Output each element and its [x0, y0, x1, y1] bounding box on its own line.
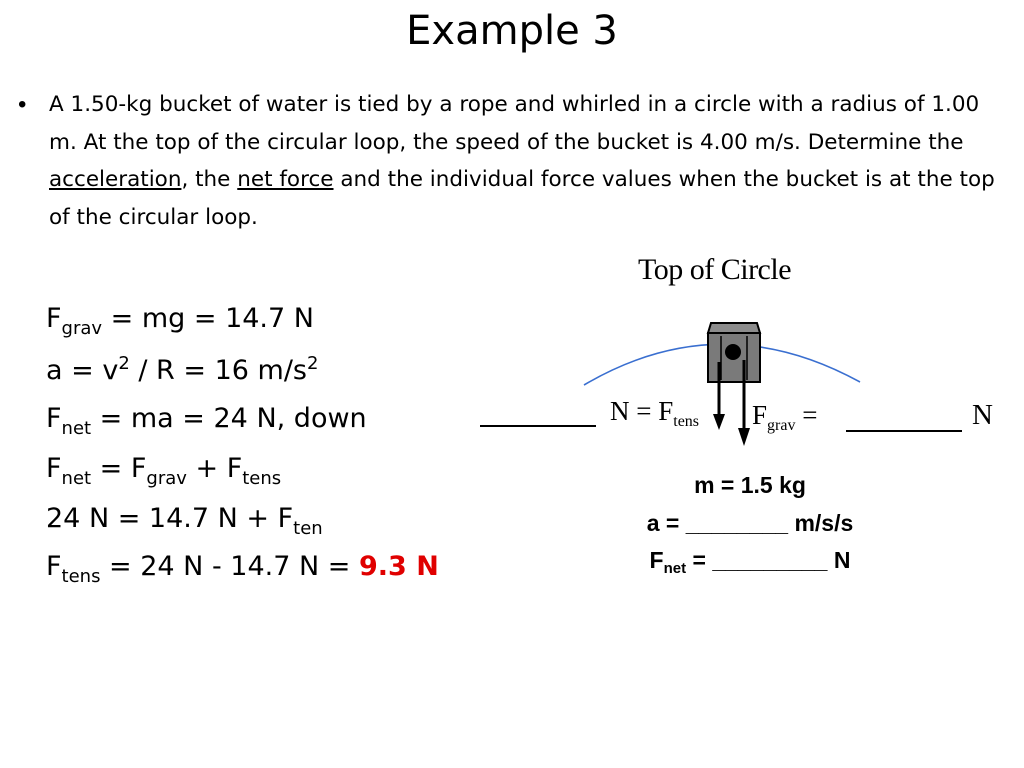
fnet-symbol: F: [649, 547, 664, 573]
answer-value: 9.3 N: [358, 551, 439, 582]
label-n: N: [610, 396, 630, 426]
bullet-icon: •: [18, 91, 27, 118]
eq-expression: = mg = 14.7 N: [102, 303, 314, 334]
eq-subscript: grav: [146, 468, 187, 489]
problem-text-part-1: A 1.50-kg bucket of water is tied by a rope and whirled in a circle with a radius of 1.00 m. At the top of the circular loop, the speed of the bucket is 4.00 m/s. Determine the: [49, 92, 980, 155]
eq-symbol: F: [46, 551, 62, 582]
eq-expression: a = v: [46, 355, 119, 386]
given-fnet-blank[interactable]: [560, 547, 940, 577]
eq-symbol: F: [46, 453, 62, 484]
problem-text-part-3: and the individual force values when the bucket is at the top of the circular loop.: [49, 167, 995, 230]
tension-answer-blank[interactable]: [480, 425, 596, 427]
diagram-title: Top of Circle: [638, 253, 792, 286]
label-eq: = F: [629, 396, 674, 426]
problem-text-part-2: , the: [181, 167, 238, 192]
eq-expression: = 24 N - 14.7 N =: [100, 551, 359, 582]
eq-subscript: grav: [61, 318, 103, 339]
eq-subscript: tens: [242, 468, 282, 489]
eq-expression: 24 N = 14.7 N + F: [46, 503, 294, 534]
slide-title: Example 3: [406, 8, 618, 54]
eq-superscript: 2: [306, 353, 319, 374]
gravity-answer-blank[interactable]: [846, 430, 962, 432]
label-subscript: grav: [767, 417, 796, 434]
eq-symbol: F: [46, 303, 62, 334]
eq-expression: + F: [186, 453, 243, 484]
gravity-label: [752, 400, 817, 435]
label-symbol: F: [752, 400, 768, 430]
gravity-unit: N: [972, 399, 993, 431]
given-acceleration-blank[interactable]: a = ________ m/s/s: [646, 510, 854, 536]
fnet-expression: = _________ N: [686, 547, 851, 573]
eq-subscript: tens: [61, 566, 101, 587]
eq-expression: = F: [91, 453, 147, 484]
bucket-icon: [708, 323, 760, 382]
fnet-subscript: net: [663, 560, 687, 577]
eq-subscript: net: [61, 468, 92, 489]
eq-subscript: net: [61, 418, 92, 439]
eq-subscript: ten: [293, 518, 323, 539]
eq-expression: = ma = 24 N, down: [91, 403, 367, 434]
term-net-force: net force: [237, 167, 334, 192]
eq-superscript: 2: [118, 353, 130, 374]
label-subscript: tens: [673, 413, 700, 430]
given-mass: m = 1.5 kg: [694, 472, 806, 498]
label-eq: =: [795, 400, 818, 430]
eq-symbol: F: [46, 403, 62, 434]
tension-label: [610, 396, 699, 431]
eq-expression: / R = 16 m/s: [129, 355, 307, 386]
term-acceleration: acceleration: [49, 167, 182, 192]
